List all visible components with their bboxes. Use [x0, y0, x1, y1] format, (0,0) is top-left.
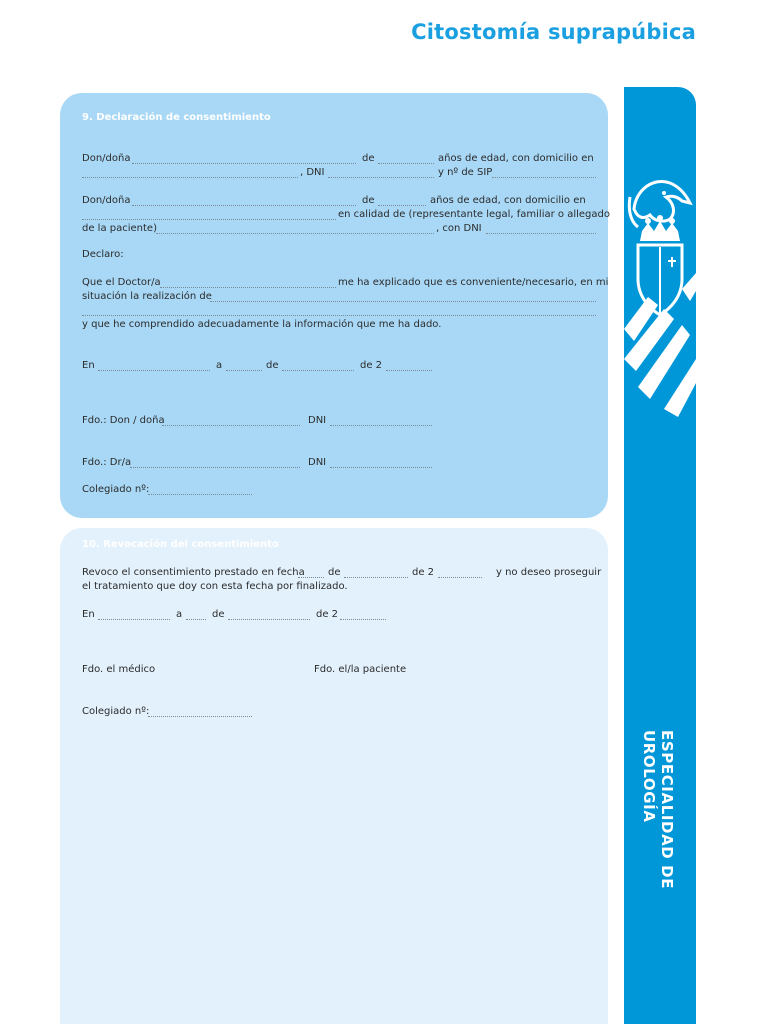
day-field[interactable] — [226, 370, 262, 371]
doctor-dni-field[interactable] — [330, 467, 432, 468]
revoke-colegiado-field[interactable] — [148, 716, 252, 717]
revoke-a-label: a — [176, 609, 183, 620]
revoke-colegiado-label: Colegiado nº: — [82, 706, 150, 717]
no-deseo-label: y no deseo proseguir — [496, 567, 602, 578]
signatory-dni-field[interactable] — [330, 425, 432, 426]
section-9-title: 9. Declaración de consentimiento — [82, 112, 271, 123]
year-prefix-label: de 2 — [360, 360, 383, 371]
sip-field[interactable] — [492, 177, 596, 178]
explicado-label: me ha explicado que es conveniente/necesario, en mi — [338, 277, 609, 288]
revoke-day-field[interactable] — [298, 577, 324, 578]
de-label-1: de — [362, 153, 375, 164]
name-field-2[interactable] — [132, 205, 356, 206]
comprendido-label: y que he comprendido adecuadamente la información que me ha dado. — [82, 319, 442, 330]
fdo-medico-label: Fdo. el médico — [82, 664, 156, 675]
address-field-1[interactable] — [82, 177, 298, 178]
colegiado-label: Colegiado nº: — [82, 484, 150, 495]
place-field[interactable] — [98, 370, 210, 371]
name-field-1[interactable] — [132, 163, 356, 164]
doctor-label: Que el Doctor/a — [82, 277, 161, 288]
relationship-field[interactable] — [156, 233, 434, 234]
dni-label-1: , DNI — [300, 167, 325, 178]
valencian-coat-of-arms-icon — [624, 169, 696, 419]
revoke-day2-field[interactable] — [186, 619, 206, 620]
revoke-month-field[interactable] — [344, 577, 408, 578]
age-field-1[interactable] — [378, 163, 434, 164]
revoke-year2-field[interactable] — [340, 619, 386, 620]
address-field-2[interactable] — [82, 219, 336, 220]
anos-label-1: años de edad, con domicilio en — [438, 153, 594, 164]
year-field[interactable] — [386, 370, 432, 371]
fdo-dr-label: Fdo.: Dr/a — [82, 457, 132, 468]
revoke-de-label: de — [328, 567, 341, 578]
tratamiento-label: el tratamiento que doy con esta fecha por finalizado. — [82, 581, 348, 592]
fdo-paciente-label: Fdo. el/la paciente — [314, 664, 407, 675]
consent-declaration-section — [60, 93, 608, 518]
fdo-don-label: Fdo.: Don / doña — [82, 415, 165, 426]
dni-label-3: DNI — [308, 415, 327, 426]
age-field-2[interactable] — [378, 205, 426, 206]
en-label: En — [82, 360, 95, 371]
procedure-field-1[interactable] — [210, 301, 596, 302]
dni-label-2: , con DNI — [436, 223, 482, 234]
doctor-signature-field[interactable] — [130, 467, 300, 468]
calidad-label: en calidad de (representante legal, familiar o allegado — [338, 209, 610, 220]
procedure-field-2[interactable] — [82, 315, 596, 316]
de-label-2: de — [362, 195, 375, 206]
dni-field-1[interactable] — [328, 177, 434, 178]
dni-label-4: DNI — [308, 457, 327, 468]
declaro-label: Declaro: — [82, 249, 124, 260]
specialty-line-1: ESPECIALIDAD DE — [658, 730, 676, 890]
revoke-year-prefix: de 2 — [412, 567, 435, 578]
de-label-3: de — [266, 360, 279, 371]
revoke-year-field[interactable] — [438, 577, 482, 578]
dni-field-2[interactable] — [486, 233, 596, 234]
sip-label: y nº de SIP — [438, 167, 493, 178]
signatory-field[interactable] — [162, 425, 300, 426]
consent-revocation-section — [60, 528, 608, 1024]
revoke-de3-label: de — [212, 609, 225, 620]
section-10-title: 10. Revocación del consentimiento — [82, 539, 279, 550]
anos-label-2: años de edad, con domicilio en — [430, 195, 586, 206]
page-title: Citostomía suprapúbica — [411, 20, 696, 44]
don-label-1: Don/doña — [82, 153, 131, 164]
paciente-label: de la paciente) — [82, 223, 157, 234]
month-field[interactable] — [282, 370, 354, 371]
doctor-field[interactable] — [160, 287, 336, 288]
revoke-en-label: En — [82, 609, 95, 620]
a-label: a — [216, 360, 223, 371]
revoco-label: Revoco el consentimiento prestado en fecha — [82, 567, 305, 578]
revoke-place-field[interactable] — [98, 619, 170, 620]
situacion-label: situación la realización de — [82, 291, 212, 302]
colegiado-field[interactable] — [148, 494, 252, 495]
revoke-month2-field[interactable] — [228, 619, 310, 620]
don-label-2: Don/doña — [82, 195, 131, 206]
revoke-year2-prefix: de 2 — [316, 609, 339, 620]
specialty-label — [640, 730, 676, 889]
specialty-line-2: UROLOGÍA — [640, 730, 658, 823]
